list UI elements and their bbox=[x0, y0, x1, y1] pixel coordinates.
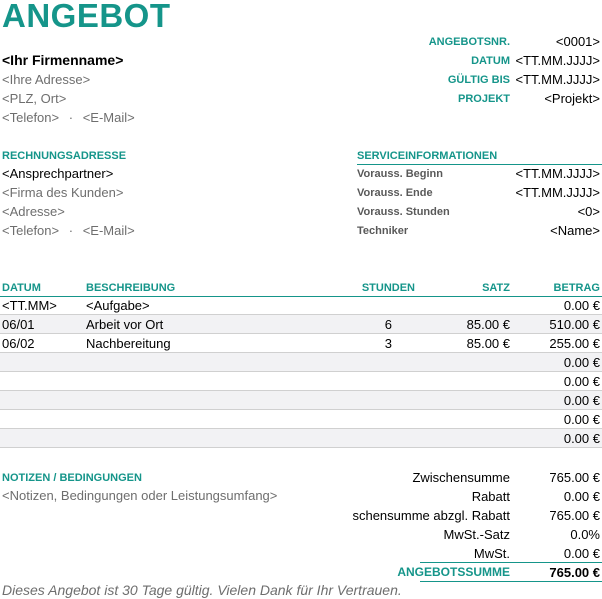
service-end-label: Vorauss. Ende bbox=[357, 187, 433, 199]
company-email: <E-Mail> bbox=[82, 110, 135, 125]
tax-rate-value: 0.0% bbox=[570, 527, 600, 542]
row-date: <TT.MM> bbox=[2, 298, 57, 313]
discount-label: Rabatt bbox=[471, 489, 510, 504]
quote-number-label: ANGEBOTSNR. bbox=[428, 36, 510, 48]
date-label: DATUM bbox=[471, 55, 510, 67]
row-date: 06/01 bbox=[2, 317, 35, 332]
row-amount: 0.00 € bbox=[563, 355, 600, 370]
table-row bbox=[0, 372, 602, 391]
company-address: <Ihre Adresse> bbox=[2, 72, 91, 87]
row-amount: 0.00 € bbox=[563, 412, 600, 427]
subtotal-less-discount-value: 765.00 € bbox=[549, 508, 600, 523]
company-contact-line bbox=[2, 110, 135, 125]
row-description: <Aufgabe> bbox=[86, 298, 150, 313]
billing-contact: <Ansprechpartner> bbox=[2, 166, 114, 181]
line-items-table bbox=[0, 296, 602, 448]
billing-phone: <Telefon> bbox=[2, 223, 60, 238]
footer-note: Dieses Angebot ist 30 Tage gültig. Vielen Dank für Ihr Vertrauen. bbox=[2, 582, 402, 598]
row-amount: 510.00 € bbox=[549, 317, 600, 332]
technician-value: <Name> bbox=[550, 223, 600, 238]
table-row bbox=[0, 410, 602, 429]
tax-rate-label: MwSt.-Satz bbox=[443, 527, 510, 542]
service-heading: SERVICEINFORMATIONEN bbox=[357, 150, 498, 162]
row-description: Nachbereitung bbox=[86, 336, 171, 351]
billing-heading: RECHNUNGSADRESSE bbox=[2, 150, 127, 162]
subtotal-less-discount-label: schensumme abzgl. Rabatt bbox=[352, 508, 510, 523]
row-date: 06/02 bbox=[2, 336, 35, 351]
row-amount: 0.00 € bbox=[563, 374, 600, 389]
billing-address: <Adresse> bbox=[2, 204, 65, 219]
company-name: <Ihr Firmenname> bbox=[2, 52, 124, 68]
technician-label: Techniker bbox=[357, 225, 409, 237]
row-amount: 0.00 € bbox=[563, 431, 600, 446]
row-description: Arbeit vor Ort bbox=[86, 317, 164, 332]
col-header-date: DATUM bbox=[2, 282, 41, 294]
col-header-rate: SATZ bbox=[482, 282, 510, 294]
table-row bbox=[0, 429, 602, 448]
subtotal-label: Zwischensumme bbox=[412, 470, 510, 485]
project-value: <Projekt> bbox=[544, 91, 600, 106]
row-amount: 255.00 € bbox=[549, 336, 600, 351]
row-hours: 6 bbox=[384, 317, 392, 332]
tax-label: MwSt. bbox=[473, 546, 510, 561]
row-hours: 3 bbox=[384, 336, 392, 351]
billing-company: <Firma des Kunden> bbox=[2, 185, 124, 200]
table-row bbox=[0, 391, 602, 410]
table-row bbox=[0, 315, 602, 334]
col-header-hours: STUNDEN bbox=[361, 282, 415, 294]
billing-email: <E-Mail> bbox=[82, 223, 135, 238]
discount-value: 0.00 € bbox=[563, 489, 600, 504]
valid-until-value: <TT.MM.JJJJ> bbox=[515, 72, 600, 87]
service-start-label: Vorauss. Beginn bbox=[357, 168, 443, 180]
grand-total-top-rule bbox=[420, 562, 602, 563]
tax-value: 0.00 € bbox=[563, 546, 600, 561]
service-end-value: <TT.MM.JJJJ> bbox=[515, 185, 600, 200]
valid-until-label: GÜLTIG BIS bbox=[447, 74, 510, 86]
table-row bbox=[0, 334, 602, 353]
notes-text: <Notizen, Bedingungen oder Leistungsumfang> bbox=[2, 488, 278, 503]
row-rate: 85.00 € bbox=[466, 336, 510, 351]
row-amount: 0.00 € bbox=[563, 298, 600, 313]
col-header-description: BESCHREIBUNG bbox=[86, 282, 176, 294]
service-hours-label: Vorauss. Stunden bbox=[357, 206, 450, 218]
date-value: <TT.MM.JJJJ> bbox=[515, 53, 600, 68]
row-amount: 0.00 € bbox=[563, 393, 600, 408]
grand-total-label: ANGEBOTSSUMME bbox=[397, 565, 510, 579]
project-label: PROJEKT bbox=[458, 93, 510, 105]
service-hours-value: <0> bbox=[577, 204, 600, 219]
quote-number-value: <0001> bbox=[555, 34, 600, 49]
separator-dot: · bbox=[68, 223, 74, 238]
grand-total-bottom-rule bbox=[420, 581, 602, 582]
separator-dot: · bbox=[68, 110, 74, 125]
service-start-value: <TT.MM.JJJJ> bbox=[515, 166, 600, 181]
company-phone: <Telefon> bbox=[2, 110, 60, 125]
notes-heading: NOTIZEN / BEDINGUNGEN bbox=[2, 472, 142, 484]
table-row bbox=[0, 296, 602, 315]
billing-contact-line bbox=[2, 223, 135, 238]
col-header-amount: BETRAG bbox=[553, 282, 600, 294]
document-title: ANGEBOT bbox=[2, 0, 171, 34]
service-heading-rule bbox=[357, 164, 602, 165]
table-row bbox=[0, 353, 602, 372]
row-rate: 85.00 € bbox=[466, 317, 510, 332]
subtotal-value: 765.00 € bbox=[549, 470, 600, 485]
company-city: <PLZ, Ort> bbox=[2, 91, 67, 106]
grand-total-value: 765.00 € bbox=[549, 565, 600, 580]
